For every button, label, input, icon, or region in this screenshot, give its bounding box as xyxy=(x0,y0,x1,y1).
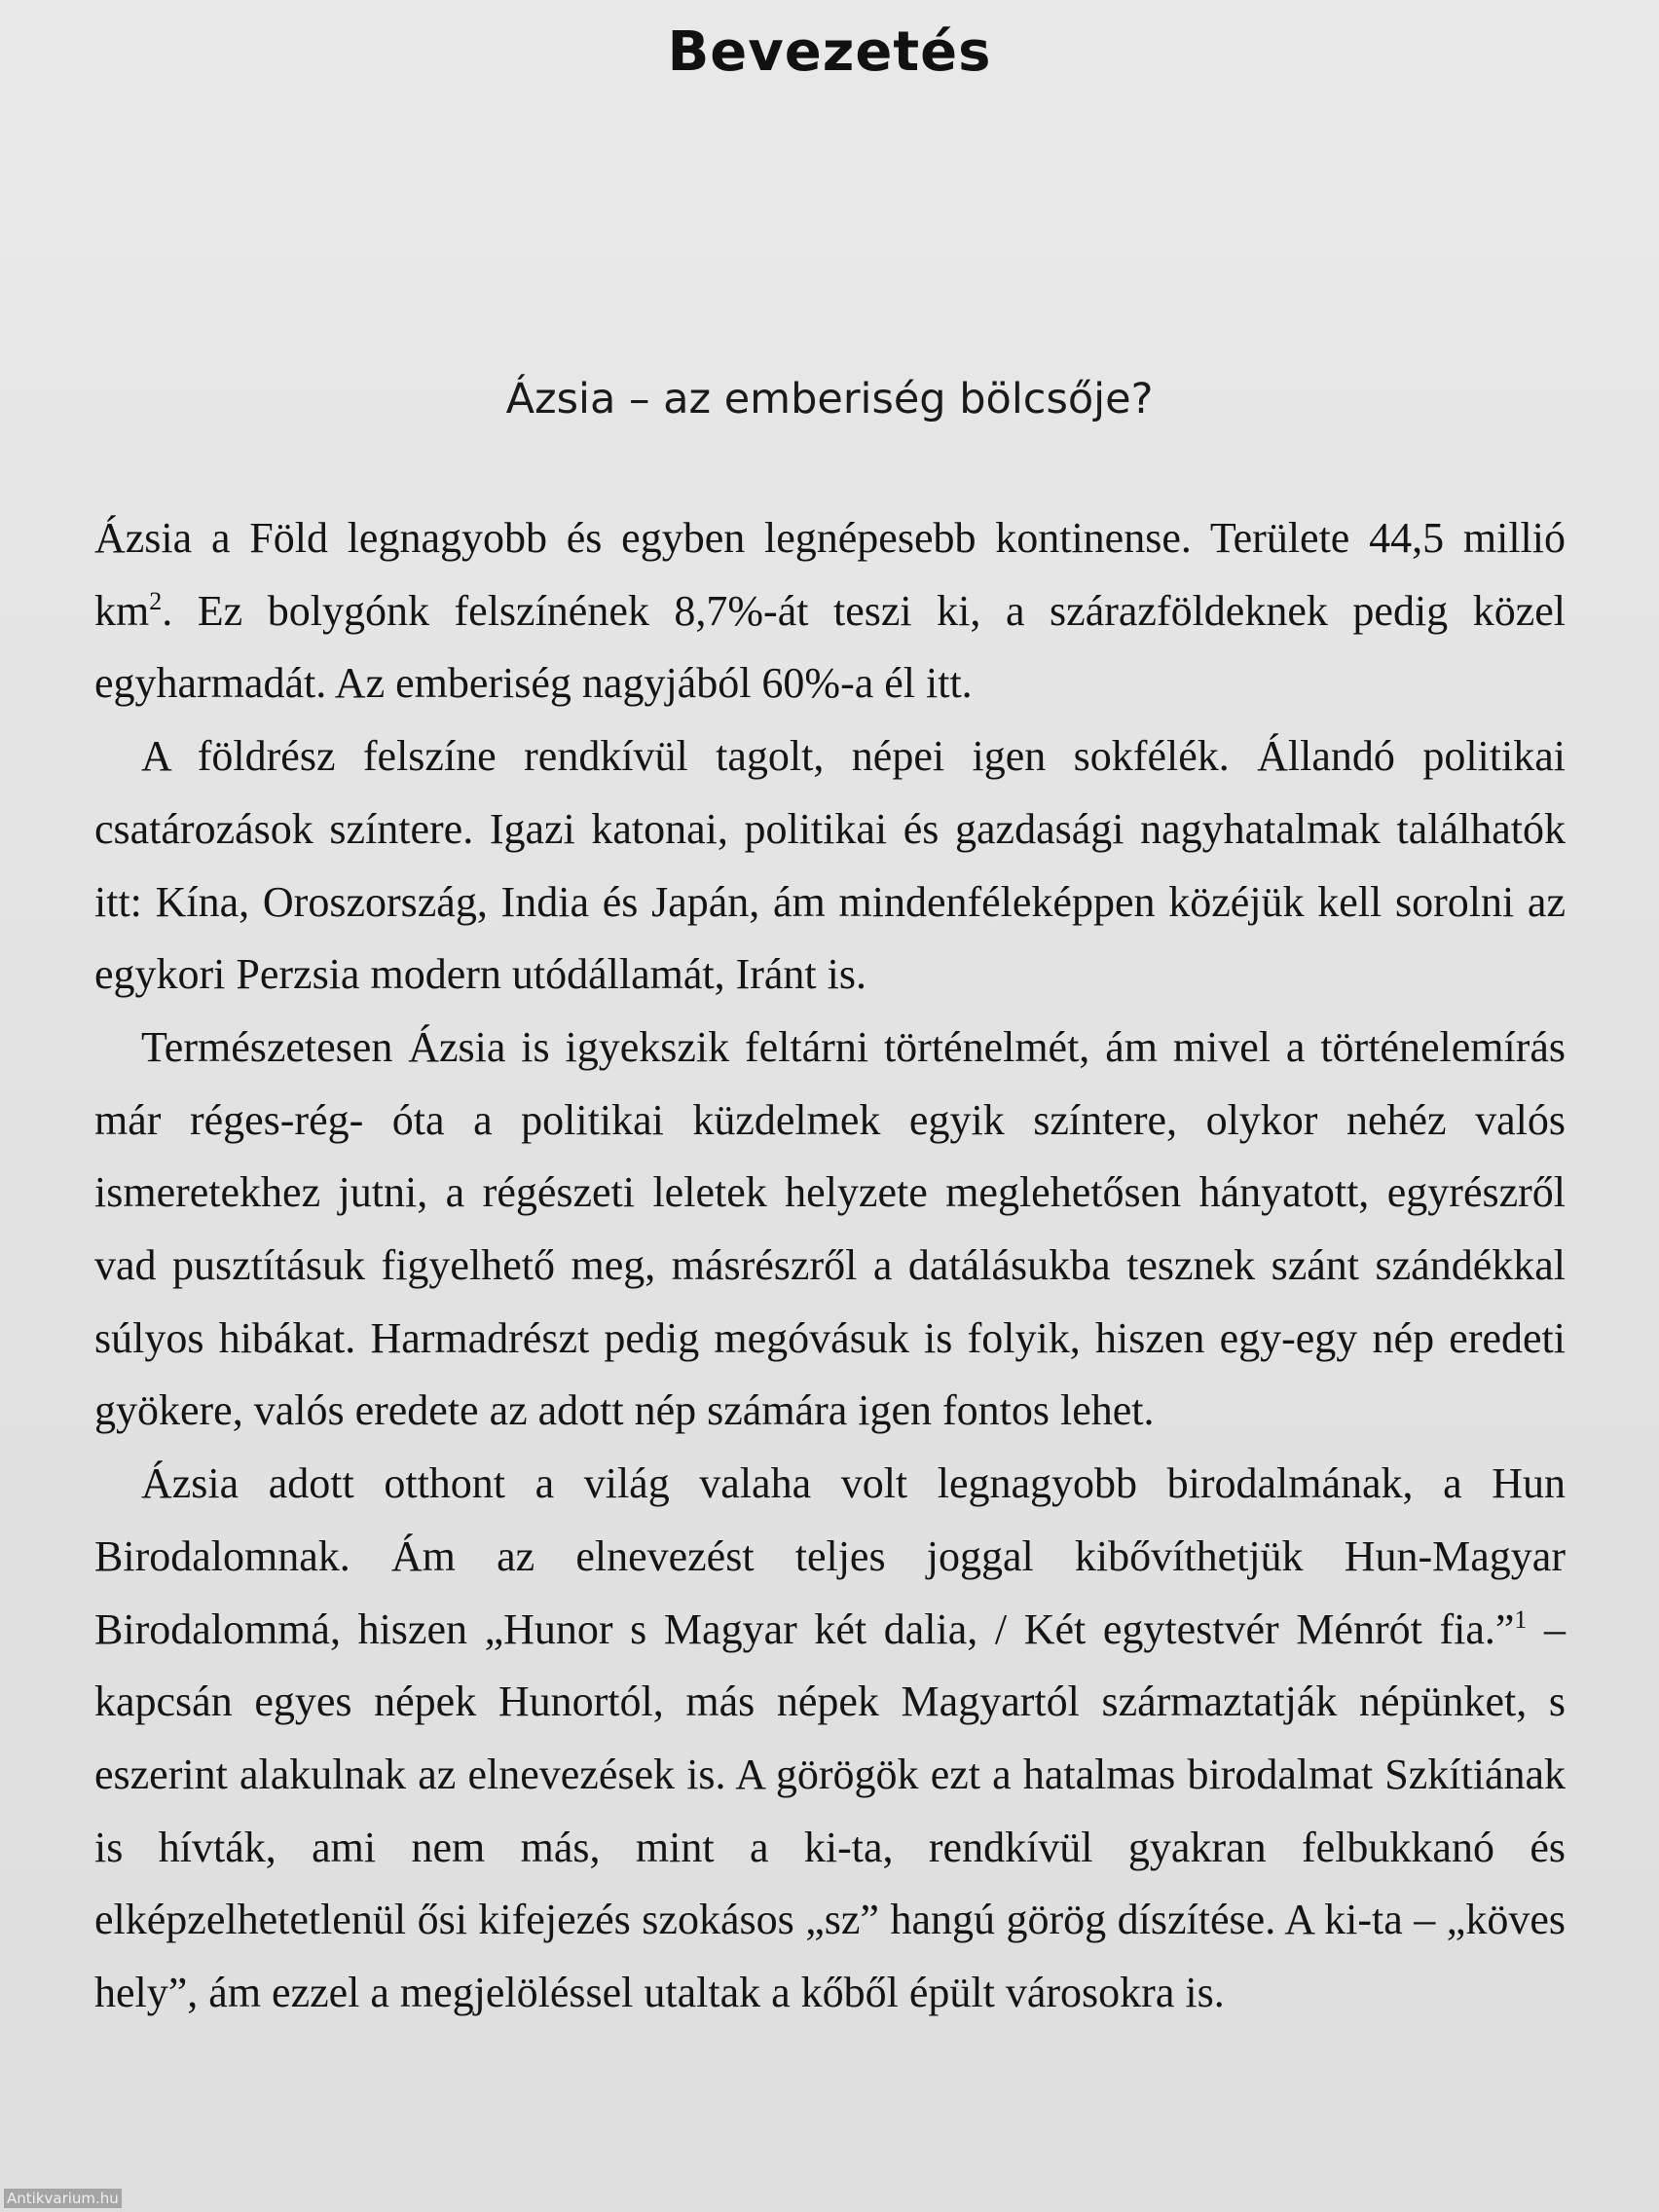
paragraph-text: Ázsia a Föld legnagyobb és egyben legnépesebb kontinense. Területe 44,5 millió km xyxy=(94,514,1566,635)
watermark: Antikvarium.hu xyxy=(4,2189,122,2208)
chapter-title: Bevezetés xyxy=(667,20,992,84)
paragraph xyxy=(94,502,1566,720)
paragraph: Természetesen Ázsia is igyekszik feltárni történelmét, ám mivel a történelemírás már réges-rég- óta a politikai küzdelmek egyik színtere, olykor nehéz valós ismeretekhez jutni, a régészeti leletek helyzete meglehetősen hányatott, egyrészről vad pusztításuk figyelhető meg, másrészről a datálásukba tesznek szánt szándékkal súlyos hibákat. Harmadrészt pedig megóvásuk is folyik, hiszen egy-egy nép eredeti gyökere, valós eredete az adott nép számára igen fontos lehet. xyxy=(94,1022,1566,1435)
paragraph-text: Ázsia adott otthont a világ valaha volt legnagyobb birodalmának, a Hun Birodalomnak. Ám az elnevezést teljes joggal kibővíthetjük Hun-Magyar Birodalommá, hiszen „Hunor s Magyar két dalia, / Két egytestvér Ménrót fia.” xyxy=(94,1459,1566,1653)
paragraph xyxy=(94,1448,1566,2030)
footnote-marker: 1 xyxy=(1514,1604,1528,1634)
superscript: 2 xyxy=(149,586,163,615)
paragraph: A földrész felszíne rendkívül tagolt, népei igen sokfélék. Állandó politikai csatározások színtere. Igazi katonai, politikai és gazdasági nagyhatalmak találhatók itt: Kína, Oroszország, India és Japán, ám mindenféleképpen közéjük kell sorolni az egykori Perzsia modern utódállamát, Iránt is. xyxy=(94,732,1566,999)
paragraph-text: – kapcsán egyes népek Hunortól, más népek Magyartól származtatják népünket, s eszerint alakulnak az elnevezések is. A görögök ezt a hatalmas birodalmat Szkítiának is hívták, ami nem más, mint a ki-ta, rendkívül gyakran felbukkanó és elképzelhetetlenül ősi kifejezés szokásos „sz” hangú görög díszítése. A ki-ta – „köves hely”, ám ezzel a megjelöléssel utaltak a kőből épült városokra is. xyxy=(94,1604,1566,2017)
body-text xyxy=(94,502,1566,2030)
section-title: Ázsia – az emberiség bölcsője? xyxy=(505,375,1154,424)
paragraph-text: . Ez bolygónk felszínének 8,7%-át teszi ki, a szárazföldeknek pedig közel egyharmadát. Az emberiség nagyjából 60%-a él itt. xyxy=(94,586,1566,708)
